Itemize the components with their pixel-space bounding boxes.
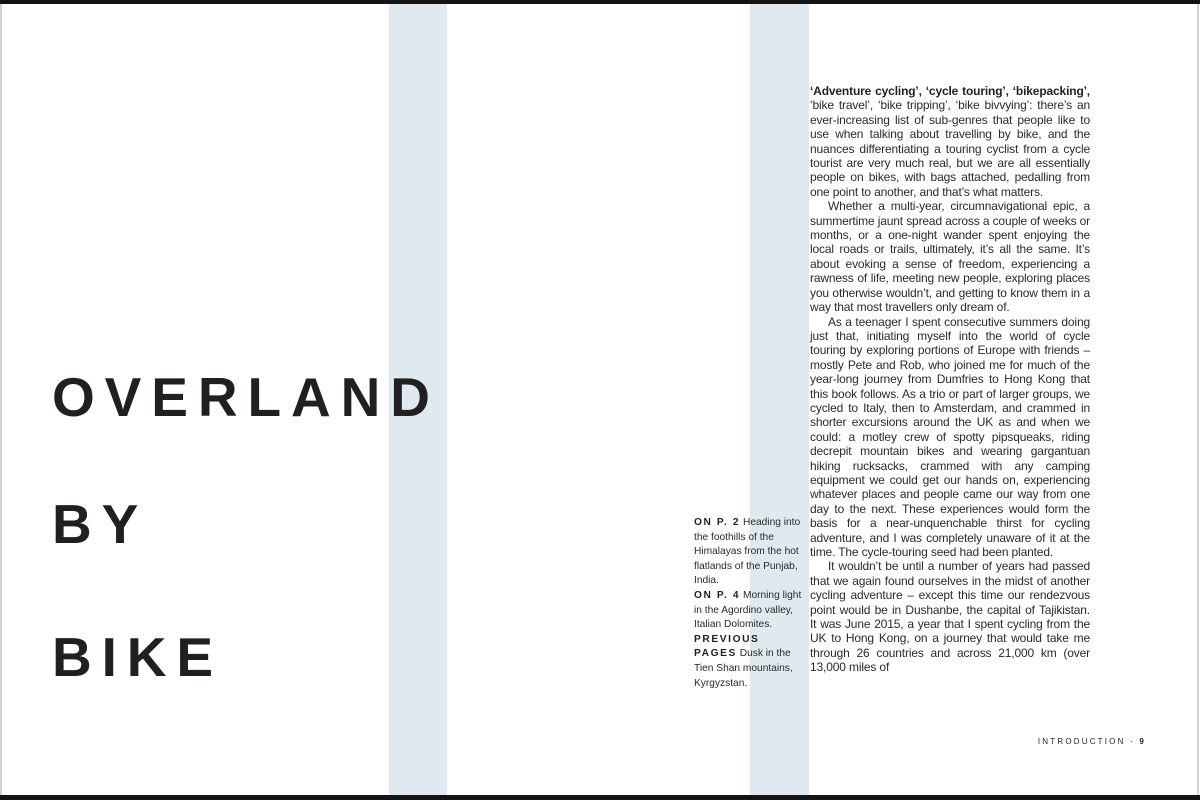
- body-text-column: [810, 84, 1090, 675]
- caption-on-p2: [694, 516, 802, 589]
- body-paragraph-4: It wouldn’t be until a number of years had passed that we again found ourselves in the midst of another cycling adventure – except this time our rendezvous point would be in Dushanbe, the capital of Tajikistan. It was June 2015, a year that I spent cycling from the UK to Hong Kong, on a journey that would take me through 26 countries and across 21,000 km (over 13,000 miles of: [810, 559, 1090, 675]
- caption-text-previous-pages: Dusk in the Tien Shan mountains, Kyrgyzstan.: [694, 648, 793, 689]
- page-footer: [1038, 738, 1146, 746]
- chapter-title-line-2: BY: [52, 493, 149, 555]
- caption-label-previous-pages: PREVIOUS PAGES: [694, 633, 760, 660]
- caption-label-on-p4: ON P. 4: [694, 589, 741, 601]
- chapter-title-line-3: BIKE: [52, 626, 224, 688]
- caption-text-on-p2: Heading into the foothills of the Himalayas from the hot flatlands of the Punjab, India.: [694, 517, 801, 587]
- caption-previous-pages: [694, 633, 802, 691]
- body-paragraph-3: As a teenager I spent consecutive summers doing just that, initiating myself into the world of cycle touring by exploring portions of Europe with friends – mostly Pete and Rob, who joined me for much of the year-long journey from Dumfries to Hong Kong that this book follows. As a trio or part of larger groups, we cycled to Italy, then to Amsterdam, and crammed in shorter excursions around the UK as and when we could: a motley crew of spotty pipsqueaks, riding decrepit mountain bikes and wearing gargantuan hiking rucksacks, crammed with any camping equipment we could get our hands on, experiencing whatever places and people came our way from one day to the next. These experiences would form the basis for a near-unquenchable thirst for cycling adventure, and I was completely unaware of it at the time. The cycle-touring seed had been planted.: [810, 314, 1090, 559]
- caption-text-on-p4: Morning light in the Agordino valley, Italian Dolomites.: [694, 589, 802, 631]
- photo-captions-column: [694, 516, 802, 691]
- right-page-edge: [1197, 4, 1199, 795]
- top-frame-bar: [0, 0, 1200, 4]
- caption-label-on-p2: ON P. 2: [694, 517, 741, 528]
- bottom-frame-bar: [0, 795, 1200, 800]
- left-page-edge: [0, 4, 2, 795]
- body-paragraph-1-bold-lead: ‘Adventure cycling’, ‘cycle touring’, ‘bikepacking’,: [810, 84, 1090, 98]
- footer-page-number: 9: [1139, 737, 1146, 746]
- caption-on-p4: [694, 589, 802, 633]
- footer-separator: ·: [1130, 737, 1135, 746]
- footer-section-label: INTRODUCTION: [1037, 737, 1126, 746]
- body-paragraph-1-text: ‘bike travel’, ‘bike tripping’, ‘bike bivvying’: there’s an ever-increasing list of sub-genres that people like to use when talking about travelling by bike, and the nuances differentiating a touring cyclist from a cycle tourist are very much real, but we are all essentially people on bikes, with bags attached, pedalling from one point to another, and that’s what matters.: [810, 98, 1090, 199]
- body-paragraph-2: Whether a multi-year, circumnavigational epic, a summertime jaunt spread across a couple of weeks or months, or a one-night wander spent enjoying the local roads or trails, ultimately, it’s all the same. It’s about evoking a sense of freedom, experiencing a rawness of life, meeting new people, exploring places you otherwise wouldn’t, and getting to know them in a way that most travellers only dream of.: [810, 199, 1090, 315]
- body-paragraph-1: [810, 84, 1090, 199]
- chapter-title-line-1: OVERLAND: [52, 366, 440, 428]
